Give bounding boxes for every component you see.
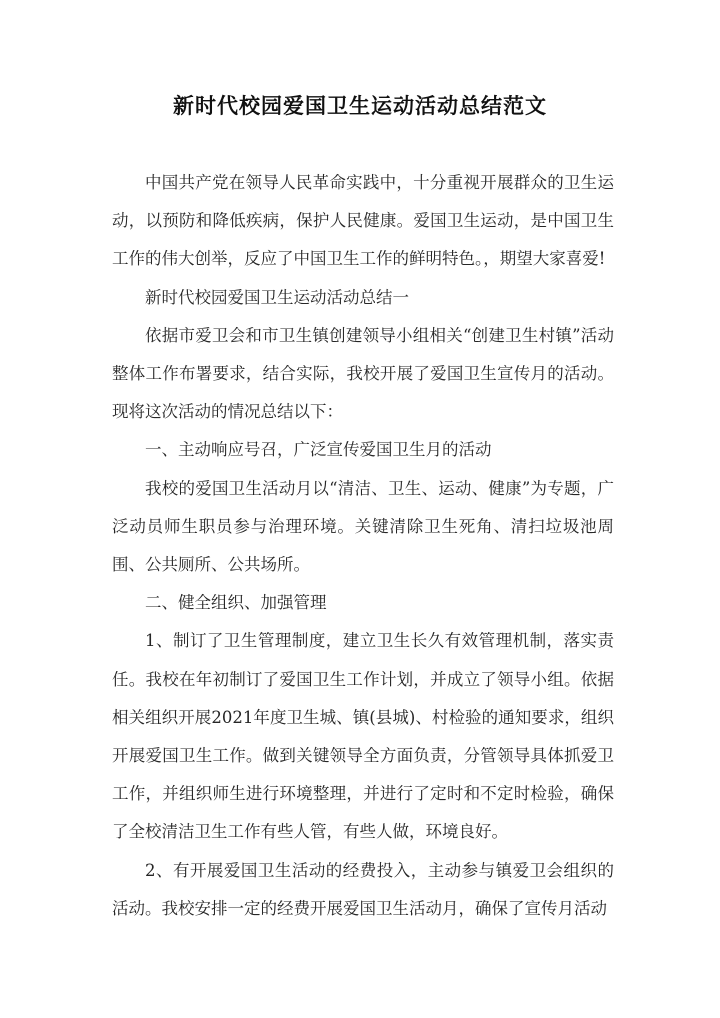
- intro-paragraph: 中国共产党在领导人民革命实践中，十分重视开展群众的卫生运动，以预防和降低疾病，保护人民健康。爱国卫生运动，是中国卫生工作的伟大创举，反应了中国卫生工作的鲜明特色。，期望大家喜爱!: [112, 173, 614, 269]
- section-heading-summary-one: 新时代校园爱国卫生运动活动总结一: [145, 287, 409, 307]
- background-paragraph: 依据市爱卫会和市卫生镇创建领导小组相关“创建卫生村镇”活动整体工作布署要求，结合实际，我校开展了爱国卫生宣传月的活动。现将这次活动的情况总结以下：: [112, 325, 614, 422]
- management-paragraph-2: 2、有开展爱国卫生活动的经费投入，主动参与镇爱卫会组织的活动。我校安排一定的经费开展爱国卫生活动月，确保了宣传月活动: [112, 860, 614, 918]
- document-body: [112, 164, 614, 928]
- section-heading-two: 二、健全组织、加强管理: [145, 593, 327, 613]
- document-title: 新时代校园爱国卫生运动活动总结范文: [173, 93, 547, 118]
- section-heading-one: 一、主动响应号召，广泛宣传爱国卫生月的活动: [145, 440, 492, 460]
- management-paragraph-1: 1、制订了卫生管理制度，建立卫生长久有效管理机制，落实责任。我校在年初制订了爱国卫生工作计划，并成立了领导小组。依据相关组织开展2021年度卫生城、镇(县城)、村检验的通知要求，组织开展爱国卫生工作。做到关键领导全方面负责，分管领导具体抓爱卫工作，并组织师生进行环境整理，并进行了定时和不定时检验，确保了全校清洁卫生工作有些人管，有些人做，环境良好。: [112, 631, 614, 842]
- activity-paragraph: 我校的爱国卫生活动月以“清洁、卫生、运动、健康”为专题，广泛动员师生职员参与治理环境。关键清除卫生死角、清扫垃圾池周围、公共厕所、公共场所。: [112, 478, 614, 575]
